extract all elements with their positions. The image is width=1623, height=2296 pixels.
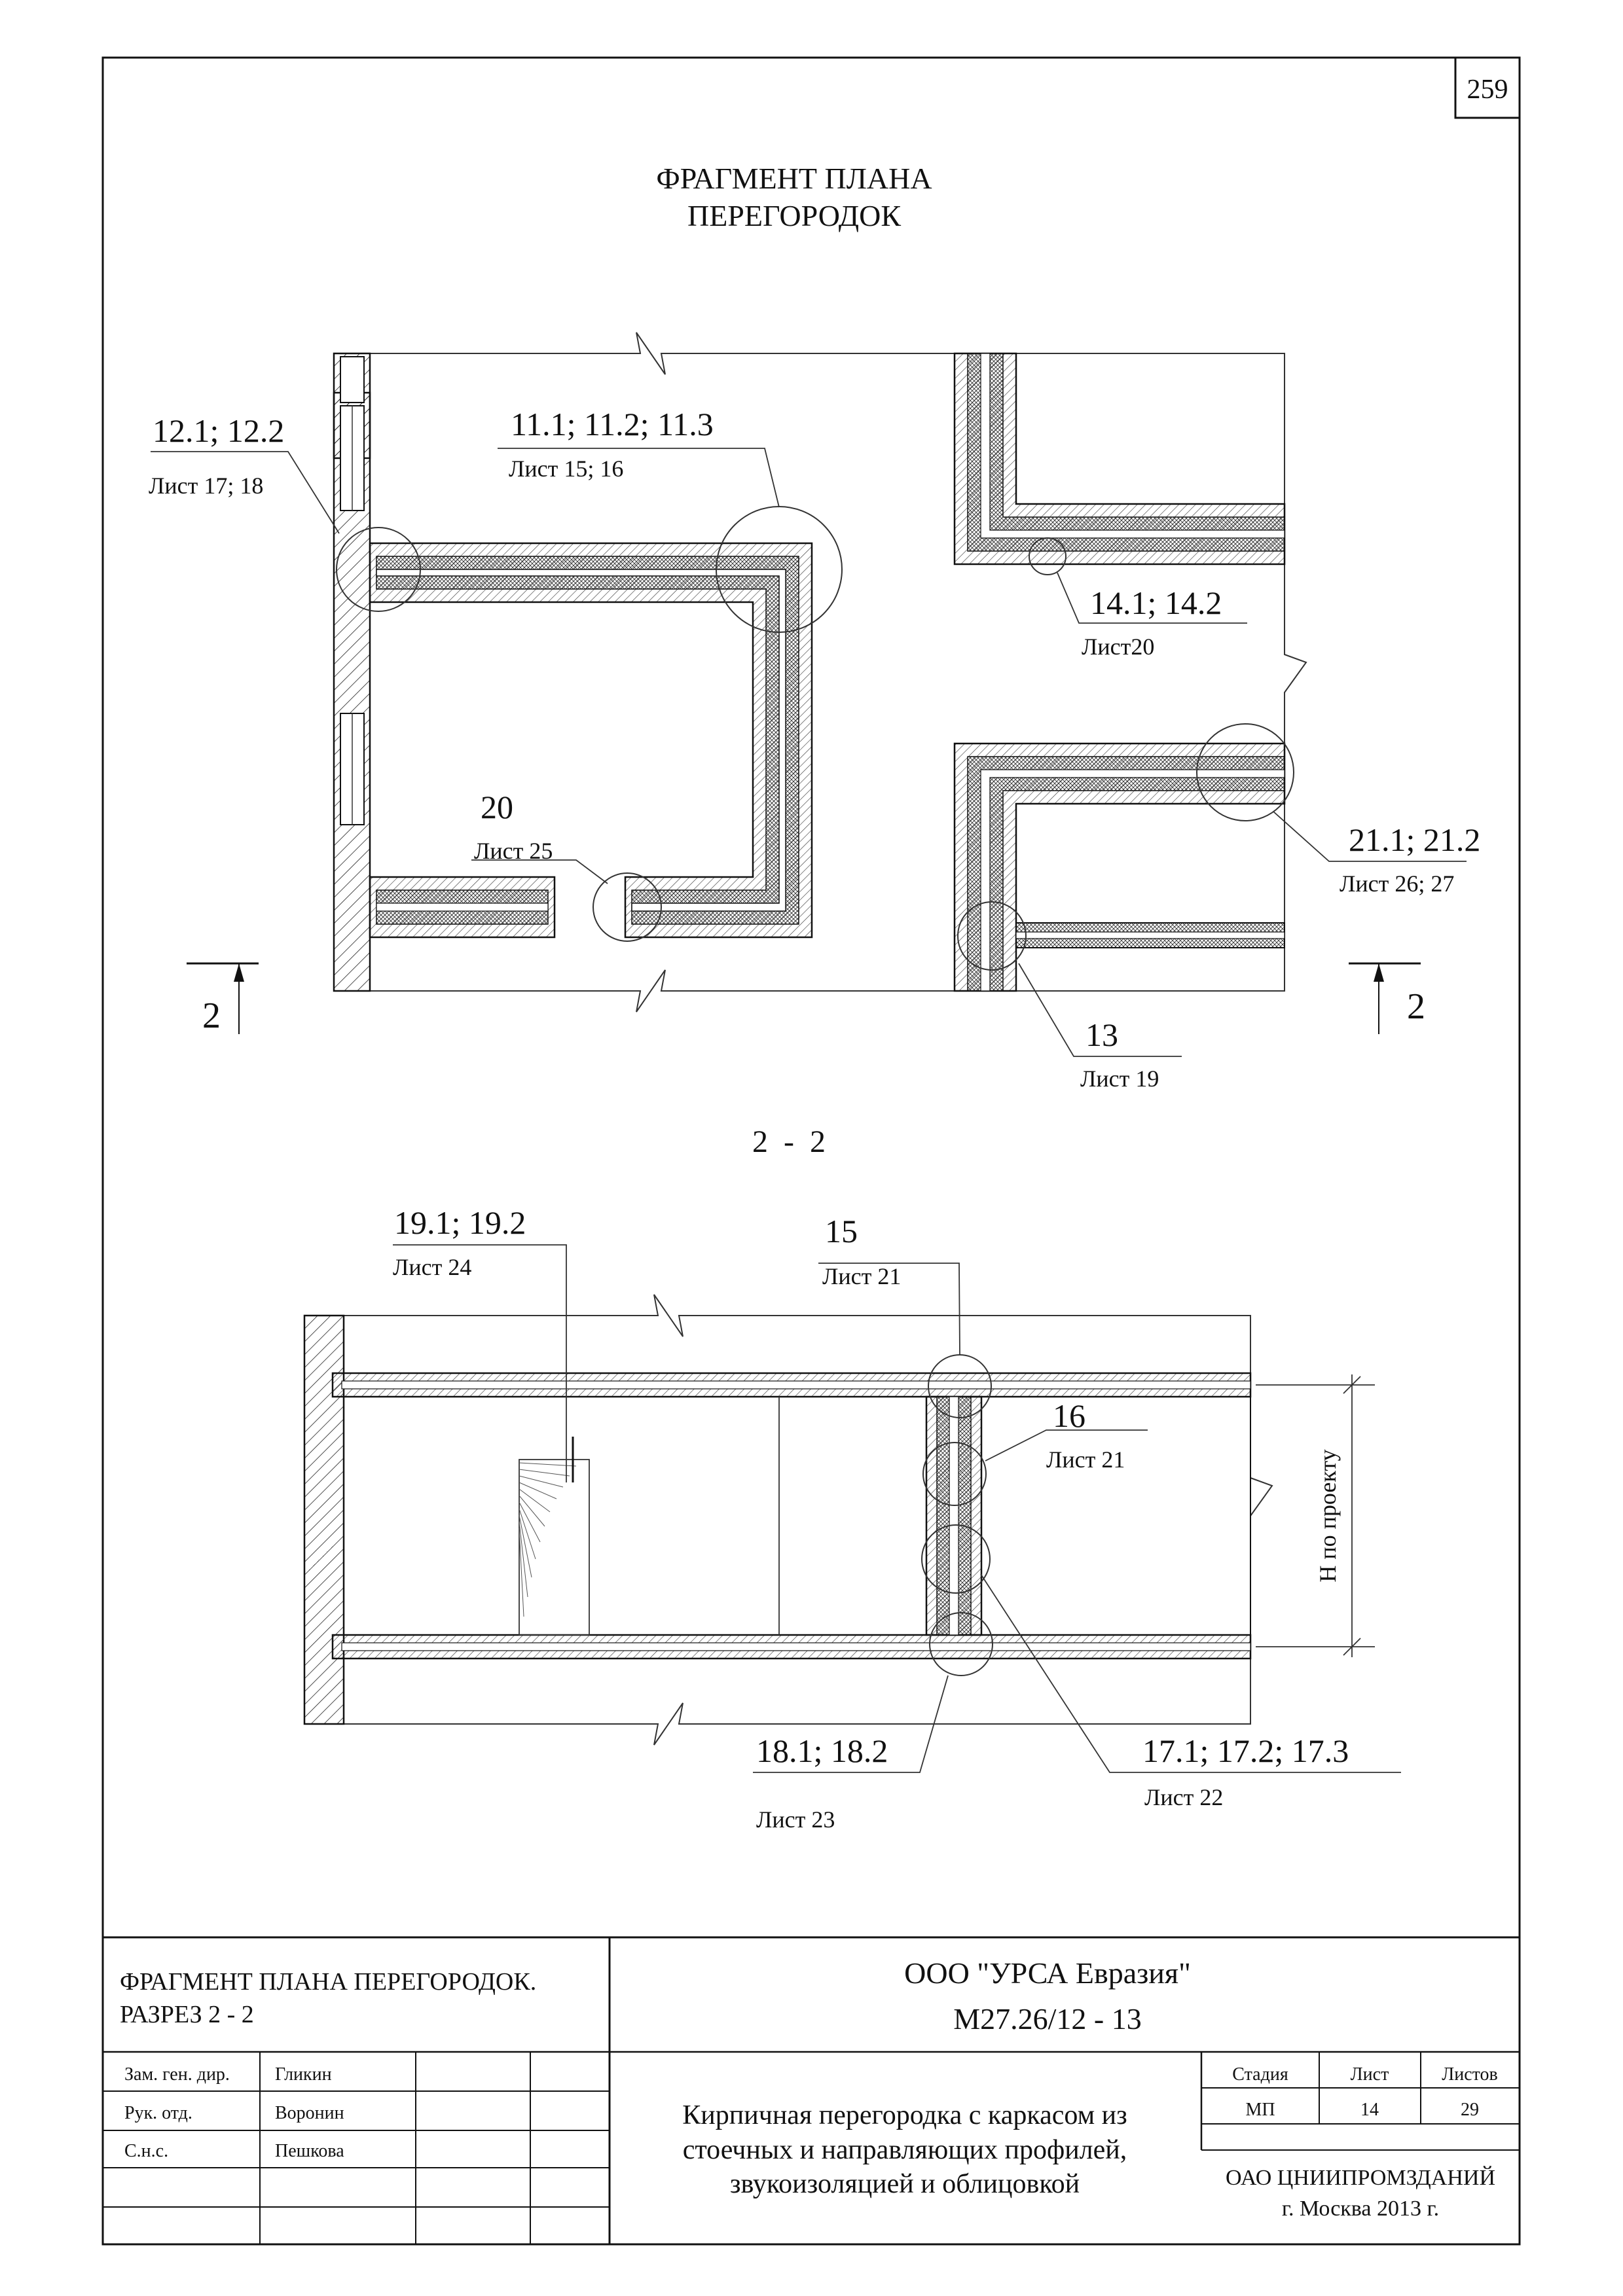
section-mark-right-label: 2 [1407, 986, 1425, 1027]
plan-title-line2: ПЕРЕГОРОДОК [687, 199, 902, 232]
partition-top-right [955, 353, 1285, 564]
section-title: 2 - 2 [752, 1124, 826, 1159]
callout-20-number: 20 [481, 789, 513, 825]
callout-18-sheet: Лист 23 [756, 1806, 835, 1833]
callout-12-sheet: Лист 17; 18 [149, 473, 264, 499]
tb-name-1: Гликин [275, 2064, 332, 2085]
callout-20-sheet: Лист 25 [474, 838, 553, 864]
callout-17-number: 17.1; 17.2; 17.3 [1142, 1732, 1349, 1769]
section-mark-left [187, 963, 259, 1034]
tb-doc-code: М27.26/12 - 13 [953, 2002, 1142, 2036]
callout-15-sheet: Лист 21 [822, 1263, 902, 1289]
tb-stage-value: МП [1245, 2100, 1275, 2120]
section-2-2 [304, 1245, 1401, 1772]
tb-org-line1: ОАО ЦНИИПРОМЗДАНИЙ [1225, 2166, 1496, 2190]
page-number: 259 [1467, 75, 1508, 105]
tb-sheets-value: 29 [1461, 2100, 1479, 2120]
tb-role-1: Зам. ген. дир. [124, 2064, 230, 2085]
height-dimension-label: H по проекту [1315, 1449, 1341, 1583]
tb-stage-header: Стадия [1232, 2064, 1288, 2085]
brick-wall-left [334, 353, 370, 991]
section-mark-left-label: 2 [202, 996, 221, 1036]
tb-name-2: Воронин [275, 2103, 344, 2123]
tb-sheet-value: 14 [1360, 2100, 1379, 2120]
callout-11-sheet: Лист 15; 16 [509, 456, 624, 482]
plan-title-line1: ФРАГМЕНТ ПЛАНА [656, 162, 932, 195]
callout-11-number: 11.1; 11.2; 11.3 [511, 406, 714, 442]
callout-14-number: 14.1; 14.2 [1090, 584, 1222, 621]
callout-14-sheet: Лист20 [1082, 634, 1155, 660]
callout-16-sheet: Лист 21 [1046, 1446, 1125, 1473]
tb-description-line1: Кирпичная перегородка с каркасом из [682, 2100, 1127, 2130]
plan-fragment [151, 332, 1467, 1056]
callout-17-sheet: Лист 22 [1144, 1784, 1224, 1810]
callout-19-sheet: Лист 24 [393, 1254, 472, 1280]
tb-sheets-header: Листов [1442, 2064, 1498, 2085]
insulation-detail [519, 1437, 589, 1635]
tb-role-2: Рук. отд. [124, 2103, 192, 2123]
callout-16-number: 16 [1053, 1397, 1085, 1434]
partition-bottom-right [955, 744, 1285, 991]
tb-role-3: С.н.с. [124, 2141, 169, 2161]
callout-13-number: 13 [1085, 1016, 1118, 1053]
callout-13-sheet: Лист 19 [1080, 1066, 1159, 1092]
tb-sheet-header: Лист [1350, 2064, 1389, 2085]
callout-21-sheet: Лист 26; 27 [1340, 870, 1455, 897]
tb-description-line3: звукоизоляцией и облицовкой [729, 2169, 1080, 2199]
partition-room [370, 543, 812, 937]
callout-19-number: 19.1; 19.2 [394, 1204, 526, 1241]
tb-name-3: Пешкова [275, 2141, 344, 2161]
vertical-partition [926, 1397, 981, 1635]
tb-drawing-title-line1: ФРАГМЕНТ ПЛАНА ПЕРЕГОРОДОК. [120, 1968, 537, 1996]
tb-org-line2: г. Москва 2013 г. [1281, 2197, 1440, 2221]
callout-21-number: 21.1; 21.2 [1349, 821, 1481, 858]
tb-description-line2: стоечных и направляющих профилей, [682, 2135, 1127, 2165]
tb-company: ООО "УРСА Евразия" [904, 1956, 1191, 1990]
callout-12-number: 12.1; 12.2 [153, 412, 285, 449]
tb-drawing-title-line2: РАЗРЕЗ 2 - 2 [120, 2001, 254, 2028]
callout-18-number: 18.1; 18.2 [756, 1732, 888, 1769]
callout-15-number: 15 [825, 1213, 858, 1249]
